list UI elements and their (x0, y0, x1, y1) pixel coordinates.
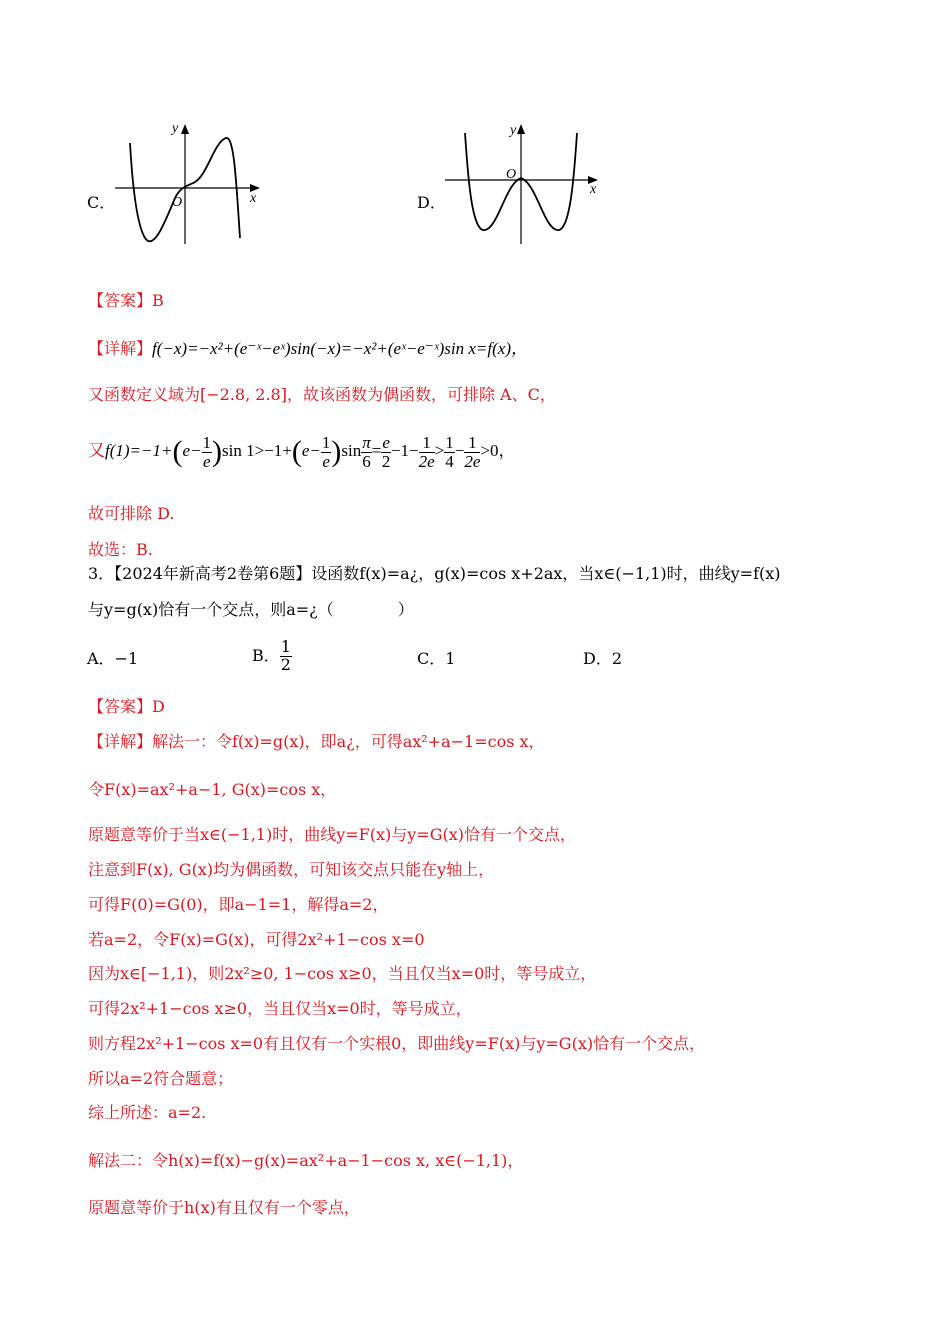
q2-exclude-d: 故可排除 D. (88, 504, 175, 523)
graph-d-origin-label: O (506, 167, 517, 182)
option-d-label: D． (417, 193, 446, 212)
q3-solution-line: 所以a=2符合题意； (88, 1069, 234, 1088)
q3-option-d: D．2 (583, 649, 623, 668)
q2-detail (88, 334, 528, 359)
q2-choose: 故选：B. (88, 540, 153, 559)
q2-answer: 【答案】B (88, 291, 164, 310)
graph-c (110, 118, 270, 250)
q3-solution-line: 原题意等价于当x∈(−1,1)时，曲线y=F(x)与y=G(x)恰有一个交点， (88, 825, 576, 844)
graph-d-x-label: x (590, 182, 597, 197)
graph-c-x-label: x (250, 191, 257, 206)
q3-method2-line: 原题意等价于h(x)有且仅有一个零点， (88, 1198, 360, 1217)
q3-method2-line: 解法二：令h(x)=f(x)−g(x)=ax²+a−1−cos x, x∈(−1,1)， (88, 1151, 524, 1170)
q2-f1-line: 又f(1)=−1+(e− $\frac{1}{e}$ )sin 1>−1+(e− $\frac{1}{e}$ )sin $\frac{\pi}{6}$ = $\frac{e}{2}$ −1− $\frac{1}{2e}$ > $\frac{1}{4}$ − $\frac{1}{2e}$ >0， (88, 432, 516, 471)
graph-d (440, 118, 610, 250)
q3-solution-line: 可得F(0)=G(0)，即a−1=1，解得a=2， (88, 895, 389, 914)
graph-c-y-label: y (172, 121, 179, 136)
q3-option-b: B． $\frac{1}{2}$ (252, 637, 291, 674)
q3-solution-line: 【详解】解法一：令f(x)=g(x)，即a¿，可得ax²+a−1=cos x， (88, 732, 545, 751)
q2-detail-formula: f(−x)=−x²+(e⁻ˣ−eˣ)sin(−x)=−x²+(eˣ−e⁻ˣ)sin x=f(x)， (152, 339, 528, 358)
q3-solution-line: 综上所述：a=2. (88, 1103, 207, 1122)
graph-d-y-arrow (517, 124, 525, 134)
q3-answer: 【答案】D (88, 697, 165, 716)
q3-stem-line2: 与y=g(x)恰有一个交点，则a=¿（ ） (88, 600, 414, 619)
q3-solution-line: 则方程2x²+1−cos x=0有且仅有一个实根0，即曲线y=F(x)与y=G(x)恰有一个交点， (88, 1034, 706, 1053)
graph-c-y-arrow (181, 124, 189, 134)
q3-solution-line: 可得2x²+1−cos x≥0，当且仅当x=0时，等号成立， (88, 999, 472, 1018)
graph-c-origin-label: O (172, 195, 183, 210)
q3-solution-line: 注意到F(x), G(x)均为偶函数，可知该交点只能在y轴上， (88, 860, 495, 879)
q3-option-a: A．−1 (87, 649, 139, 668)
graph-d-y-label: y (510, 123, 517, 138)
q2-detail-tag: 【详解】 (88, 339, 153, 358)
q3-solution-line: 令F(x)=ax²+a−1, G(x)=cos x， (88, 780, 337, 799)
option-c-label: C． (87, 193, 116, 212)
q3-option-c: C．1 (417, 649, 456, 668)
q3-solution-line: 若a=2，令F(x)=G(x)，可得2x²+1−cos x=0 (88, 930, 425, 949)
q3-solution-line: 因为x∈[−1,1)，则2x²≥0, 1−cos x≥0，当且仅当x=0时，等号成立， (88, 964, 597, 983)
q3-stem-line1: 3．【2024年新高考2卷第6题】设函数f(x)=a¿，g(x)=cos x+2ax，当x∈(−1,1)时，曲线y=f(x) (88, 564, 781, 583)
q2-domain-line: 又函数定义域为[−2.8, 2.8]，故该函数为偶函数，可排除 A、C， (88, 385, 556, 404)
